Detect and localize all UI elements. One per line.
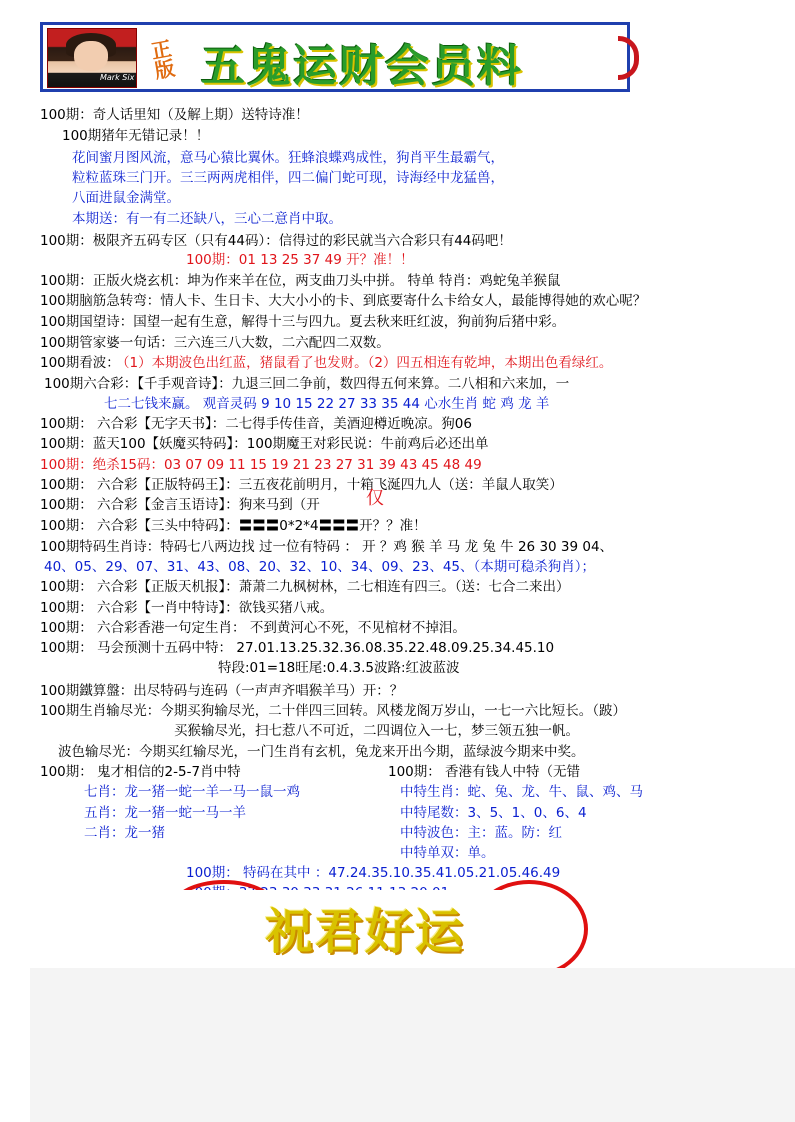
line-golden-words-stamp: 仅 <box>366 488 384 509</box>
line-limit-five: 100期：极限齐五码专区（只有44码）：信得过的彩民就当六合彩只有44码吧！ <box>40 233 512 249</box>
portrait-face <box>74 41 108 71</box>
photo-tag: Mark Six <box>100 73 135 82</box>
line-lose-all-1: 100期生肖输尽光：今期买狗输尽光，二十伴四三回转。风楼龙阁万岁山，一七一六比短长。（跛） <box>40 703 627 719</box>
line-wave-text: （1）本期波色出红蓝，猪鼠看了也发财。（2）四五相连有乾坤，本期出色看绿红。 <box>116 355 613 371</box>
line-housekeeper: 100期管家婆一句话：三六连三八大数，二六配四二双数。 <box>40 335 390 351</box>
line-kill-15: 100期：绝杀15码：03 07 09 11 15 19 21 23 27 31 39 43 45 48 49 <box>40 457 482 473</box>
line-one-zodiac: 100期： 六合彩【一肖中特诗】：欲钱买猪八戒。 <box>40 600 334 616</box>
line-heaven-report: 100期： 六合彩【正版天机报】：萧萧二九枫树林，二七相连有四三。（送：七合二来出） <box>40 579 570 595</box>
line-1: 100期：奇人话里知（及解上期）送特诗准！ <box>40 107 309 123</box>
poem-line-2: 粒粒蓝珠三门开。三三两两虎相伴，四二偏门蛇可现，诗海经中龙猛兽， <box>72 170 504 186</box>
line-golden-words: 100期： 六合彩【金言玉语诗】：狗来马到（开 <box>40 497 320 513</box>
line-demon-buy: 100期：蓝天100【妖魔买特码】：100期魔王对彩民说：牛前鸡后必还出单 <box>40 436 489 452</box>
line-brain-teaser: 100期脑筋急转弯：情人卡、生日卡、大大小小的卡、到底要寄什么卡给女人，最能博得她的欢心呢？ <box>40 293 647 309</box>
line-fifteen-codes: 100期： 马会预测十五码中特： 27.01.13.25.32.36.08.35.22.48.09.25.34.45.10 <box>40 640 555 656</box>
line-special-tail: 中特尾数：3、5、1、0、6、4 <box>400 805 587 821</box>
line-hk-rich: 100期： 香港有钱人中特（无错 <box>388 764 581 780</box>
gift-line: 本期送：有一有二还缺八，三心二意肖中取。 <box>72 211 342 227</box>
line-iron-abacus: 100期鐵算盤：出尽特码与连码（一声声齐唱猴羊马）开：？ <box>40 683 404 699</box>
header-accent-arc <box>618 36 639 80</box>
line-wave-lose-all: 波色输尽光：今期买红输尽光，一门生肖有玄机，兔龙来开出今期，蓝绿波今期来中奖。 <box>58 744 585 760</box>
line-two-zodiac: 二肖：龙一猪 <box>84 825 165 841</box>
line-three-heads: 100期： 六合彩【三头中特码】：〓〓〓0*2*4〓〓〓开？？准！ <box>40 518 427 534</box>
page-title: 五鬼运财会员料 <box>201 41 523 92</box>
poem-line-1: 花间蜜月图风流，意马心猿比翼休。狂蜂浪蝶鸡成性，狗肖平生最霸气， <box>72 150 504 166</box>
line-guanyin-numbers: 七二七钱来赢。 观音灵码 9 10 15 22 27 33 35 44 心水生肖 蛇 鸡 龙 羊 <box>104 396 550 412</box>
banner-header <box>40 22 630 92</box>
line-hk-phrase: 100期： 六合彩香港一句定生肖： 不到黄河心不死，不见棺材不掉泪。 <box>40 620 466 636</box>
line-open-numbers: 100期：01 13 25 37 49 开？准！！ <box>186 252 414 268</box>
line-seven-zodiac: 七肖：龙一猪一蛇一羊一马一鼠一鸡 <box>84 784 300 800</box>
line-wave-label: 100期看波： <box>40 355 120 371</box>
line-zodiac-poem: 100期特码生肖诗：特码七八两边找 过一位有特码 ： 开 ？鸡 猴 羊 马 龙 兔 牛 26 30 39 04、 <box>40 539 614 555</box>
zhengban-badge: 正版 <box>149 36 177 84</box>
line-special-in-it: 100期： 特码在其中 ：47.24.35.10.35.41.05.21.05.46.49 <box>186 865 561 881</box>
line-special-odd-even: 中特单双：单。 <box>400 845 495 861</box>
line-fire-mystery: 100期：正版火烧玄机：坤为作来羊在位，两支曲刀头中拼。 特单 特肖：鸡蛇兔羊猴鼠 <box>40 273 561 289</box>
line-special-range: 特段:01=18旺尾:0.4.3.5波路:红波蓝波 <box>218 660 460 676</box>
bottom-blank-panel <box>30 968 795 1122</box>
line-guowang-poem: 100期国望诗：国望一起有生意，解得十三与四九。夏去秋来旺红波，狗前狗后猪中彩。 <box>40 314 566 330</box>
footer-slogan-box <box>125 890 515 975</box>
line-lose-all-2: 买猴输尽光，扫七惹八不可近，二四调位入一七，梦三领五独一帆。 <box>174 723 579 739</box>
line-five-zodiac: 五肖：龙一猪一蛇一马一羊 <box>84 805 246 821</box>
line-ghost-trust: 100期： 鬼才相信的2-5-7肖中特 <box>40 764 241 780</box>
poem-line-3: 八面进鼠金满堂。 <box>72 190 180 206</box>
portrait-photo <box>47 28 137 88</box>
line-special-zodiac: 中特生肖：蛇、兔、龙、牛、鼠、鸡、马 <box>400 784 643 800</box>
good-luck-slogan: 祝君好运 <box>265 904 466 960</box>
line-special-king: 100期： 六合彩【正版特码王】：三五夜花前明月，十箱飞涎四九人（送：羊鼠人取笑） <box>40 477 563 493</box>
line-2: 100期猪年无错记录！！ <box>62 128 210 144</box>
line-wordless-book: 100期： 六合彩【无字天书】：二七得手传佳音，美酒迎樽近晚凉。狗06 <box>40 416 472 432</box>
line-zodiac-numbers: 40、05、29、07、31、43、08、20、32、10、34、09、23、45、（本期可稳杀狗肖）； <box>44 559 595 575</box>
line-guanyin-poem: 100期六合彩：【千手观音诗】：九退三回二争前，数四得五何来算。二八相和六来加，一 <box>44 376 570 392</box>
line-special-wave: 中特波色：主：蓝。防：红 <box>400 825 562 841</box>
